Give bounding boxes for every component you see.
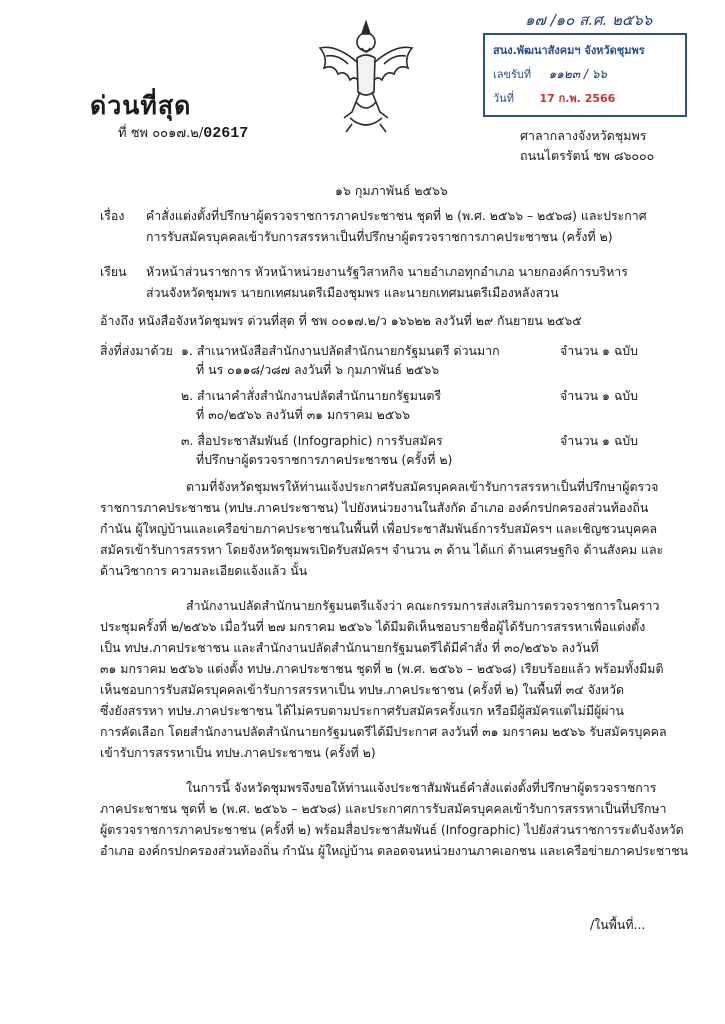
paragraph-2-line-3: เป็น ทปษ.ภาคประชาชน และสำนักงานปลัดสำนักนายกรัฐมนตรีได้มีคำสั่ง ที่ ๓๐/๒๕๖๖ ลงวันที่ <box>100 640 599 655</box>
paragraph-2-line-7: การคัดเลือก โดยสำนักงานปลัดสำนักนายกรัฐมนตรีได้มีประกาศ ลงวันที่ ๓๑ มกราคม ๒๕๖๖ รับสมัครบุคคล <box>100 724 667 739</box>
letter-date: ๑๖ กุมภาพันธ์ ๒๕๖๖ <box>335 183 448 198</box>
subject-label: เรื่อง <box>100 208 125 223</box>
attachment-1-line-2: ที่ นร ๐๑๑๘/ว๘๗ ลงวันที่ ๖ กุมภาพันธ์ ๒๕๖๖ <box>196 362 440 377</box>
attachment-3-qty: จำนวน ๑ ฉบับ <box>560 433 639 448</box>
stamp-receive-value: ๑๑๒๓ / ๖๖ <box>548 67 607 81</box>
office-line-2: ถนนไตรรัตน์ ชพ ๘๖๐๐๐ <box>520 148 655 163</box>
document-number <box>118 122 248 143</box>
attachment-2-line-2: ที่ ๓๐/๒๕๖๖ ลงวันที่ ๓๑ มกราคม ๒๕๖๖ <box>196 407 410 422</box>
document-number-value: 02617 <box>203 125 249 142</box>
document-number-prefix: ที่ ชพ ๐๐๑๗.๒/ <box>118 126 204 141</box>
stamp-office: สนง.พัฒนาสังคมฯ จังหวัดชุมพร <box>493 44 645 57</box>
paragraph-3-line-1: ในการนี้ จังหวัดชุมพรจึงขอให้ท่านแจ้งประชาสัมพันธ์คำสั่งแต่งตั้งที่ปรึกษาผู้ตรวจราชการ <box>186 780 657 795</box>
to-line-1: หัวหน้าส่วนราชการ หัวหน้าหน่วยงานรัฐวิสาหกิจ นายอำเภอทุกอำเภอ นายกองค์การบริหาร <box>146 264 628 279</box>
paragraph-1-line-1: ตามที่จังหวัดชุมพรให้ท่านแจ้งประกาศรับสมัครบุคคลเข้ารับการสรรหาเป็นที่ปรึกษาผู้ตรวจ <box>186 479 659 494</box>
stamp-date-row <box>493 89 615 107</box>
attachment-2-line-1: ๒. สำเนาคำสั่งสำนักงานปลัดสำนักนายกรัฐมนตรี <box>181 388 442 403</box>
office-line-1: ศาลากลางจังหวัดชุมพร <box>520 128 647 143</box>
attachment-1-line-1: ๑. สำเนาหนังสือสำนักงานปลัดสำนักนายกรัฐมนตรี ด่วนมาก <box>181 343 500 358</box>
paragraph-2-line-6: ซึ่งยังสรรหา ทปษ.ภาคประชาชน ได้ไม่ครบตามประกาศรับสมัครครั้งแรก หรือมีผู้สมัครแต่ไม่มีผู้ผ่าน <box>100 703 624 718</box>
paragraph-1-line-5: ด้านวิชาการ ความละเอียดแจ้งแล้ว นั้น <box>100 563 308 578</box>
attachment-1-qty: จำนวน ๑ ฉบับ <box>560 343 639 358</box>
stamp-date-value: 17 ก.พ. 2566 <box>539 92 616 105</box>
attachment-3-line-1: ๓. สื่อประชาสัมพันธ์ (Infographic) การรับสมัคร <box>181 433 443 448</box>
continuation-marker: /ในพื้นที่... <box>590 917 646 932</box>
subject-line-2: การรับสมัครบุคคลเข้ารับการสรรหาเป็นที่ปรึกษาผู้ตรวจราชการภาคประชาชน (ครั้งที่ ๒) <box>146 229 613 244</box>
paragraph-3-line-3: ผู้ตรวจราชการภาคประชาชน (ครั้งที่ ๒) พร้อมสื่อประชาสัมพันธ์ (Infographic) ไปยังส่วนราชการระดับจังหวัด <box>100 822 684 837</box>
receipt-stamp <box>483 33 687 117</box>
paragraph-2-line-1: สำนักงานปลัดสำนักนายกรัฐมนตรีแจ้งว่า คณะกรรมการส่งเสริมการตรวจราชการในคราว <box>186 598 660 613</box>
stamp-receive-row <box>493 65 607 84</box>
to-line-2: ส่วนจังหวัดชุมพร นายกเทศมนตรีเมืองชุมพร และนายกเทศมนตรีเมืองหลังสวน <box>146 285 559 300</box>
urgency-label: ด่วนที่สุด <box>90 91 192 120</box>
stamp-handwritten-note: ๑๗ /๑๐ ส.ศ. ๒๕๖๖ <box>525 11 653 29</box>
paragraph-2-line-8: เข้ารับการสรรหาเป็น ทปษ.ภาคประชาชน (ครั้งที่ ๒) <box>100 745 376 760</box>
paragraph-2-line-4: ๓๑ มกราคม ๒๕๖๖ แต่งตั้ง ทปษ.ภาคประชาชน ชุดที่ ๒ (พ.ศ. ๒๕๖๖ – ๒๕๖๘) เรียบร้อยแล้ว พร้อมทั้งมีมติ <box>100 661 664 676</box>
attachments-label: สิ่งที่ส่งมาด้วย <box>100 343 173 358</box>
attachment-3-line-2: ที่ปรึกษาผู้ตรวจราชการภาคประชาชน (ครั้งที่ ๒) <box>196 452 453 467</box>
paragraph-1-line-4: สมัครเข้ารับการสรรหา โดยจังหวัดชุมพรเปิดรับสมัครฯ จำนวน ๓ ด้าน ได้แก่ ด้านเศรษฐกิจ ด้านสังคม และ <box>100 542 664 557</box>
attachment-2-qty: จำนวน ๑ ฉบับ <box>560 388 639 403</box>
paragraph-2-line-2: ประชุมครั้งที่ ๒/๒๕๖๖ เมื่อวันที่ ๒๗ มกราคม ๒๕๖๖ ได้มีมติเห็นชอบรายชื่อผู้ได้รับการสรรหาเพื่อแต่งตั้ง <box>100 619 646 634</box>
subject-line-1: คำสั่งแต่งตั้งที่ปรึกษาผู้ตรวจราชการภาคประชาชน ชุดที่ ๒ (พ.ศ. ๒๕๖๖ – ๒๕๖๘) และประกาศ <box>146 208 647 223</box>
paragraph-1-line-3: กำนัน ผู้ใหญ่บ้านและเครือข่ายภาคประชาชนในพื้นที่ เพื่อประชาสัมพันธ์การรับสมัครฯ และเชิญชวนบุคคล <box>100 521 658 536</box>
paragraph-3-line-2: ภาคประชาชน ชุดที่ ๒ (พ.ศ. ๒๕๖๖ – ๒๕๖๘) และประกาศการรับสมัครบุคคลเข้ารับการสรรหาเป็นที่ปรึกษา <box>100 801 667 816</box>
stamp-date-label: วันที่ <box>493 92 514 105</box>
reference-line: อ้างถึง หนังสือจังหวัดชุมพร ด่วนที่สุด ที่ ชพ ๐๐๑๗.๒/ว ๑๖๖๒๒ ลงวันที่ ๒๙ กันยายน ๒๕๖๕ <box>100 313 582 328</box>
paragraph-3-line-4: อำเภอ องค์กรปกครองส่วนท้องถิ่น กำนัน ผู้ใหญ่บ้าน ตลอดจนหน่วยงานภาคเอกชน และเครือข่ายภาคประชาชน <box>100 843 689 858</box>
stamp-receive-label: เลขรับที่ <box>493 68 532 81</box>
paragraph-1-line-2: ราชการภาคประชาชน (ทปษ.ภาคประชาชน) ไปยังหน่วยงานในสังกัด อำเภอ องค์กรปกครองส่วนท้องถิ่น <box>100 500 649 515</box>
paragraph-2-line-5: เห็นชอบการรับสมัครบุคคลเข้ารับการสรรหาเป็น ทปษ.ภาคประชาชน (ครั้งที่ ๒) ในพื้นที่ ๓๔ จังหวัด <box>100 682 625 697</box>
garuda-emblem <box>312 18 420 136</box>
to-label: เรียน <box>100 264 127 279</box>
